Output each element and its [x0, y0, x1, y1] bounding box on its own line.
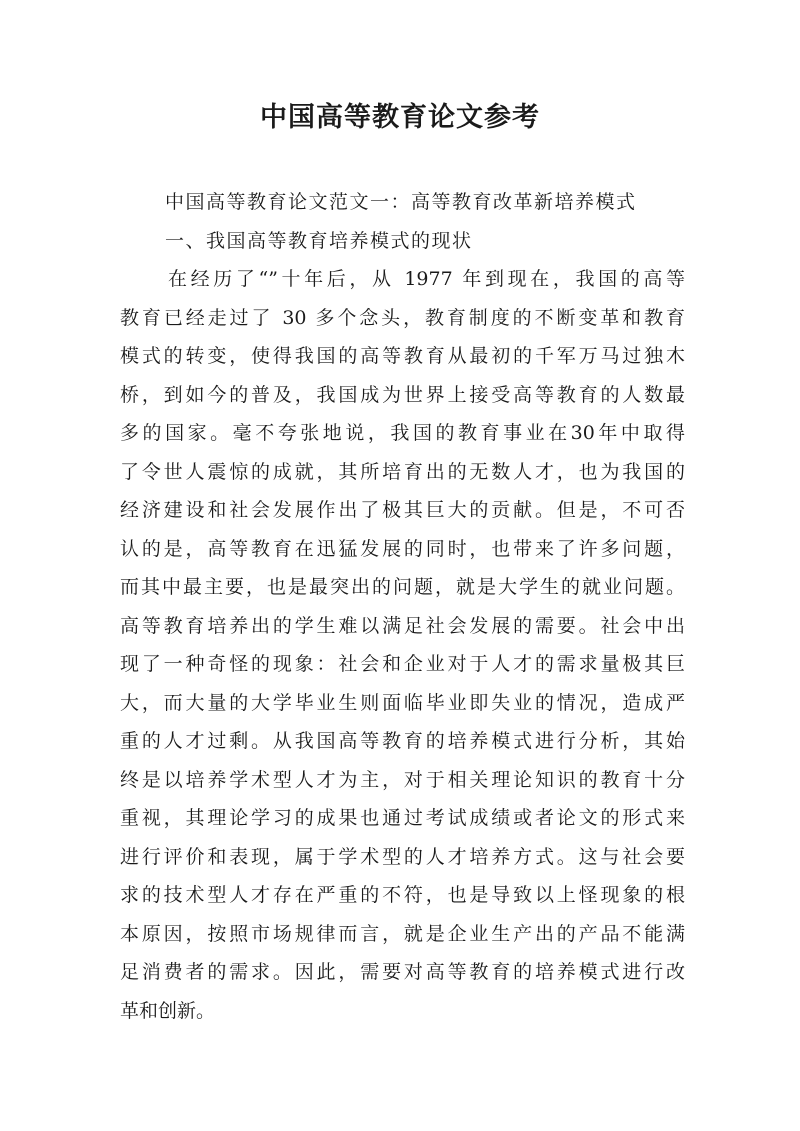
- paragraph-line: 革和创新。: [120, 999, 216, 1022]
- paragraph-line: 进行评价和表现，属于学术型的人才培养方式。这与社会要: [120, 845, 685, 868]
- subsection-title: 一、我国高等教育培养模式的现状: [165, 230, 473, 252]
- paragraph-line: 重视，其理论学习的成果也通过考试成绩或者论文的形式来: [120, 807, 685, 829]
- paragraph-line: 桥，到如今的普及，我国成为世界上接受高等教育的人数最: [120, 383, 685, 406]
- paragraph-line: 在经历了“”十年后，从 1977 年到现在，我国的高等: [168, 268, 685, 290]
- paragraph-line: 重的人才过剩。从我国高等教育的培养模式进行分析，其始: [120, 730, 685, 752]
- paragraph-line: 现了一种奇怪的现象：社会和企业对于人才的需求量极其巨: [120, 653, 685, 675]
- paragraph-line: 足消费者的需求。因此，需要对高等教育的培养模式进行改: [120, 961, 685, 983]
- paragraph-line: 本原因，按照市场规律而言，就是企业生产出的产品不能满: [120, 922, 685, 945]
- body-paragraph: [120, 260, 685, 1030]
- paragraph-line: 而其中最主要，也是最突出的问题，就是大学生的就业问题。: [120, 576, 685, 598]
- paragraph-line: 认的是，高等教育在迅猛发展的同时，也带来了许多问题，: [120, 537, 685, 560]
- paragraph-line: 高等教育培养出的学生难以满足社会发展的需要。社会中出: [120, 614, 685, 637]
- section-title: 中国高等教育论文范文一：高等教育改革新培养模式: [165, 191, 637, 213]
- paragraph-line: 经济建设和社会发展作出了极其巨大的贡献。但是，不可否: [120, 499, 685, 521]
- paragraph-line: 求的技术型人才存在严重的不符，也是导致以上怪现象的根: [120, 884, 685, 906]
- paragraph-line: 教育已经走过了 30 多个念头，教育制度的不断变革和教育: [120, 306, 685, 329]
- paragraph-line: 多的国家。毫不夸张地说，我国的教育事业在30年中取得: [120, 422, 685, 444]
- paragraph-line: 终是以培养学术型人才为主，对于相关理论知识的教育十分: [120, 768, 685, 791]
- document-title: 中国高等教育论文参考: [260, 102, 540, 133]
- paragraph-line: 了令世人震惊的成就，其所培育出的无数人才，也为我国的: [120, 460, 685, 483]
- paragraph-line: 大，而大量的大学毕业生则面临毕业即失业的情况，造成严: [120, 691, 685, 714]
- paragraph-line: 模式的转变，使得我国的高等教育从最初的千军万马过独木: [120, 345, 685, 367]
